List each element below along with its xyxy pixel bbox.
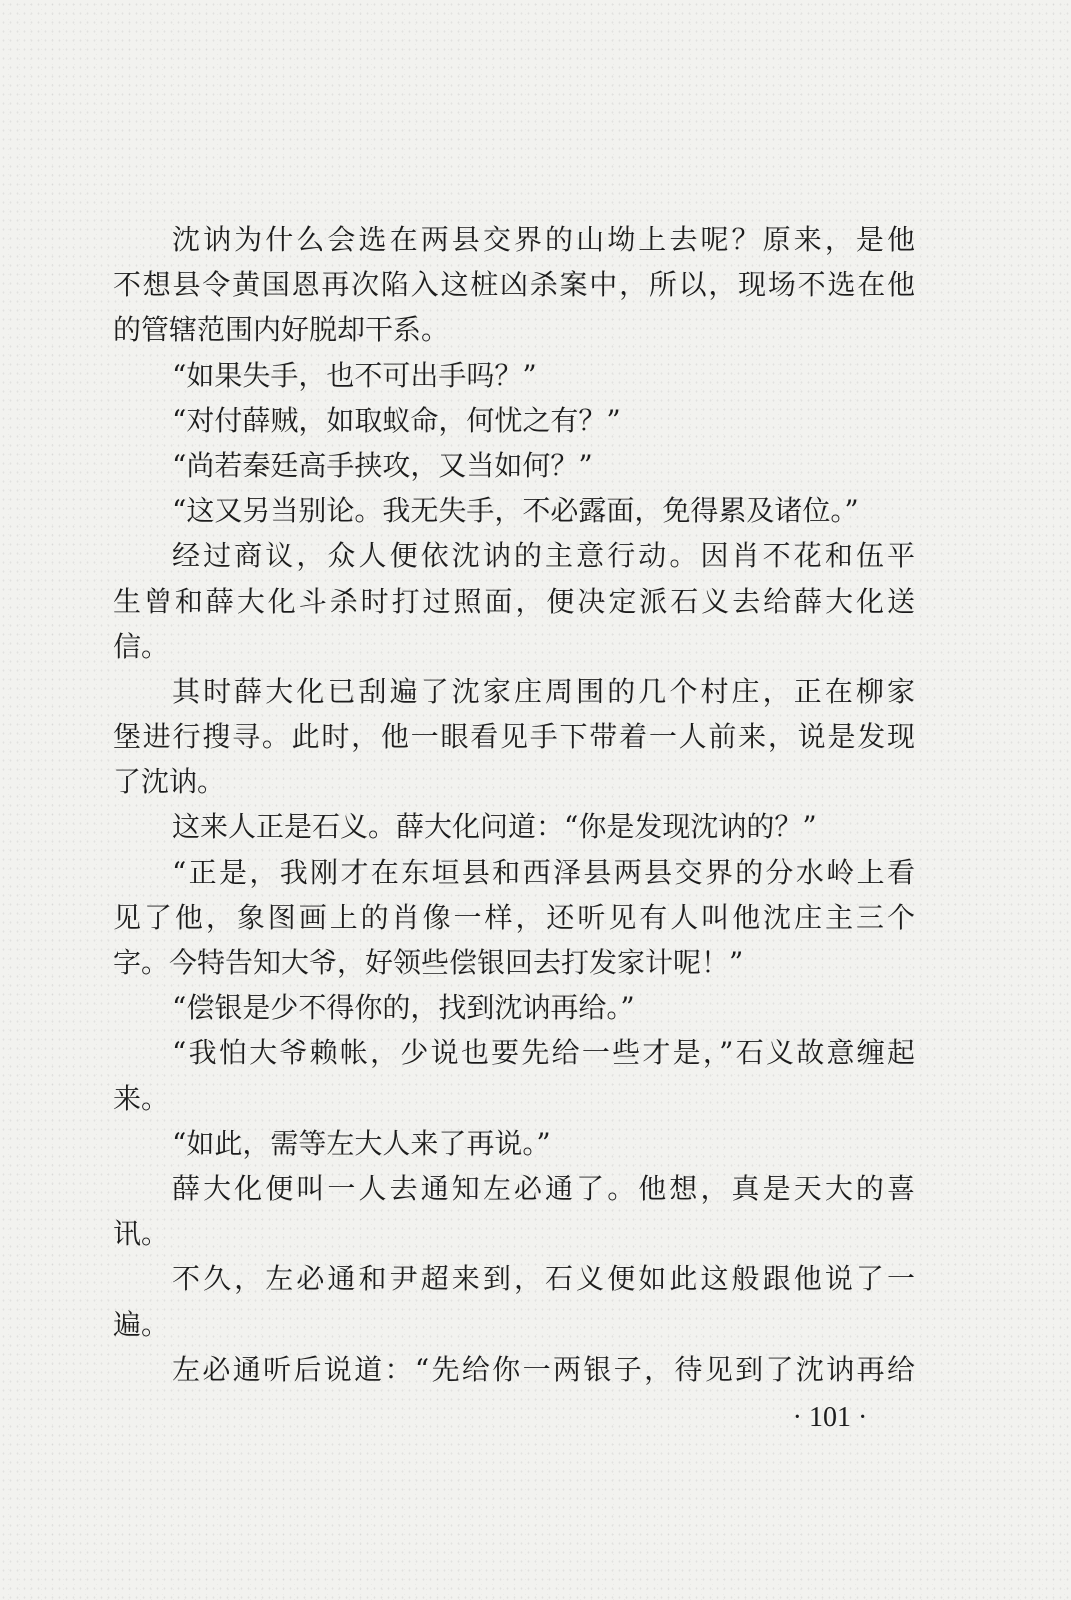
text-line: 这来人正是石义。薛大化问道：“你是发现沈讷的？” [172,810,817,844]
paragraph [113,1030,915,1120]
text-line: 的管辖范围内好脱却干系。 [113,313,450,347]
text-line: 堡进行搜寻。此时，他一眼看见手下带着一人前来，说是发现 [113,720,915,754]
paragraph [113,850,915,986]
text-line: 来。 [113,1081,170,1115]
text-line: “对付薛贼，如取蚁命，何忧之有？” [172,403,621,437]
text-line: 遍。 [113,1307,170,1341]
text-line: “如果失手，也不可出手吗？” [172,358,537,392]
paragraph [113,985,915,1030]
paragraph [113,1166,915,1256]
text-line: 经过商议，众人便依沈讷的主意行动。因肖不花和伍平 [172,539,915,573]
text-line: “我怕大爷赖帐，少说也要先给一些才是，”石义故意缠起 [172,1036,915,1070]
paragraph [113,1256,915,1346]
paragraph [113,443,915,488]
text-line: 不想县令黄国恩再次陷入这桩凶杀案中，所以，现场不选在他 [113,268,915,302]
text-line: “这又另当别论。我无失手，不必露面，免得累及诸位。” [172,494,859,528]
text-line: “偿银是少不得你的，找到沈讷再给。” [172,991,635,1025]
paragraph [113,804,915,849]
text-line: 不久，左必通和尹超来到，石义便如此这般跟他说了一 [172,1262,915,1296]
paragraph [113,353,915,398]
text-line: “正是，我刚才在东垣县和西泽县两县交界的分水岭上看 [172,855,915,889]
text-line: 沈讷为什么会选在两县交界的山坳上去呢？原来，是他 [172,223,915,256]
paragraph [113,533,915,669]
body-text [113,217,915,1392]
text-line: 见了他，象图画上的肖像一样，还听见有人叫他沈庄主三个 [113,900,915,934]
text-line: 字。今特告知大爷，好领些偿银回去打发家计呢！” [113,946,744,979]
text-line: 生曾和薛大化斗杀时打过照面，便决定派石义去给薛大化送 [113,584,915,618]
paragraph [113,669,915,805]
text-line: 薛大化便叫一人去通知左必通了。他想，真是天大的喜 [172,1171,915,1205]
paragraph [113,398,915,443]
text-line: “如此，需等左大人来了再说。” [172,1126,551,1160]
text-line: “尚若秦廷高手挟攻，又当如何？” [172,448,593,482]
paragraph [113,488,915,533]
paragraph [113,217,915,353]
text-line: 其时薛大化已刮遍了沈家庄周围的几个村庄，正在柳家 [172,674,915,708]
page-number: · 101 · [792,1402,868,1433]
text-line: 左必通听后说道：“先给你一两银子，待见到了沈讷再给 [172,1352,915,1386]
paragraph [113,1121,915,1166]
text-line: 了沈讷。 [113,765,226,799]
paragraph [113,1347,915,1392]
text-line: 信。 [113,629,170,663]
text-line: 讯。 [113,1217,170,1251]
